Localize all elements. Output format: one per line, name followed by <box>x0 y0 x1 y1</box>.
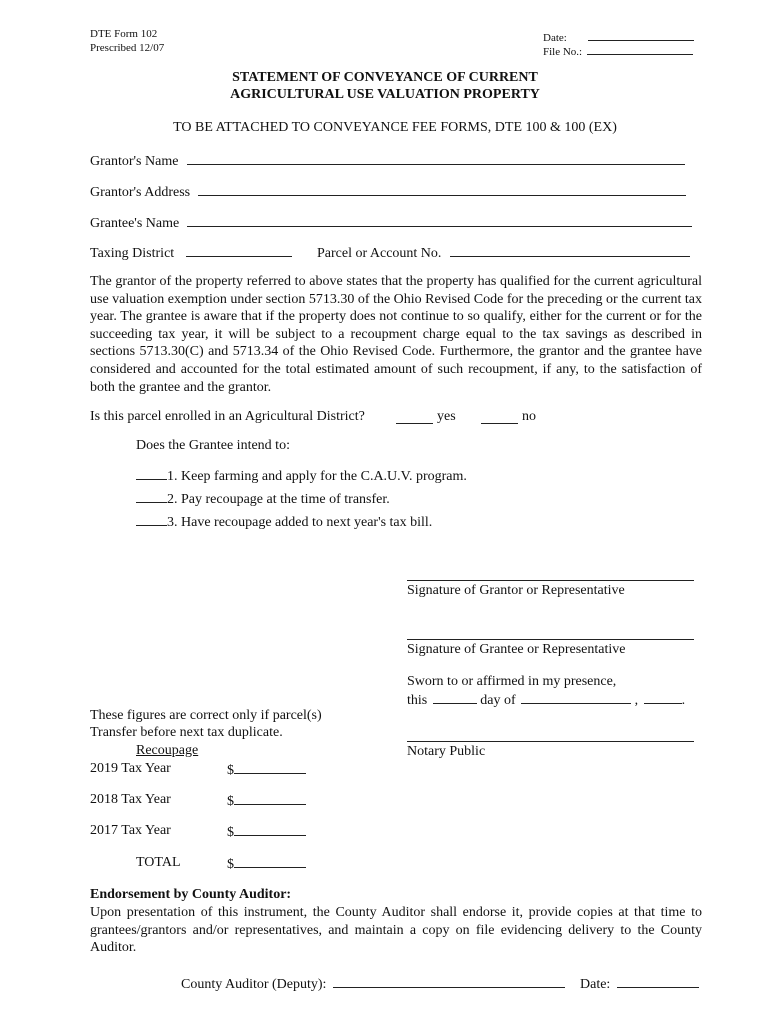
ag-district-question: Is this parcel enrolled in an Agricultural District? <box>90 409 365 424</box>
grantee-name-input[interactable] <box>187 213 692 227</box>
total-input[interactable] <box>234 854 306 868</box>
figures-note-line2: Transfer before next tax duplicate. <box>90 725 283 740</box>
tax-year-2017-amount <box>227 822 306 842</box>
total-label: TOTAL <box>136 855 181 870</box>
county-auditor-label: County Auditor (Deputy): <box>181 977 327 992</box>
comma-sep: , <box>634 693 639 708</box>
endorsement-date-input[interactable] <box>617 974 699 988</box>
endorsement-date-label: Date: <box>580 977 611 992</box>
figures-note-line1: These figures are correct only if parcel(s) <box>90 708 322 723</box>
form-title-line1: STATEMENT OF CONVEYANCE OF CURRENT <box>232 70 538 85</box>
tax-year-2018-amount <box>227 791 306 811</box>
file-no-label: File No.: <box>543 46 583 58</box>
intent-option-3-label: 3. Have recoupage added to next year's tax bill. <box>167 515 433 530</box>
tax-year-2018-label: 2018 Tax Year <box>90 792 171 807</box>
tax-year-2018-input[interactable] <box>234 791 306 805</box>
notary-signature-line[interactable] <box>407 741 694 742</box>
grantor-address-input[interactable] <box>198 182 686 196</box>
taxing-district-input[interactable] <box>186 243 292 257</box>
this-label: this <box>407 693 428 708</box>
parcel-field <box>317 243 690 263</box>
day-of-label: day of <box>480 693 516 708</box>
parcel-input[interactable] <box>450 243 690 257</box>
parcel-label: Parcel or Account No. <box>317 246 442 261</box>
ag-district-yes-label: yes <box>437 409 456 424</box>
tax-year-2019-label: 2019 Tax Year <box>90 761 171 776</box>
form-number: DTE Form 102 <box>90 28 158 40</box>
county-auditor-input[interactable] <box>333 974 565 988</box>
intent-option-2-blank[interactable] <box>136 489 167 503</box>
intent-option-1-blank[interactable] <box>136 466 167 480</box>
endorsement-date-field <box>580 974 699 994</box>
total-amount <box>227 854 306 874</box>
statement-paragraph: The grantor of the property referred to above states that the property has qualified for the current agricultural use valuation exemption under section 5713.30 of the Ohio Revised Code for the preceding or the current tax year. The grantee is aware that if the property does not continue to so qualify, either for the current or for the succeeding tax year, it will be subject to a recoupment charge equal to the tax savings as described in sections 5713.30(C) and 5713.34 of the Ohio Revised Code. Furthermore, the grantor and the grantee have considered and accounted for the total estimated amount of such recoupment, if any, to the satisfaction of both the grantee and the grantor. <box>90 274 702 395</box>
taxing-district-field <box>90 243 292 263</box>
recoupage-heading: Recoupage <box>136 743 199 758</box>
notary-label: Notary Public <box>407 744 486 759</box>
grantor-signature-line[interactable] <box>407 580 694 581</box>
sworn-date-line <box>407 690 685 710</box>
day-input[interactable] <box>433 690 477 704</box>
ag-district-no-blank[interactable] <box>481 410 518 424</box>
prescribed-date: Prescribed 12/07 <box>90 42 165 54</box>
file-no-input[interactable] <box>587 41 693 55</box>
tax-year-2019-amount <box>227 760 306 780</box>
date-label: Date: <box>543 32 567 44</box>
currency-symbol: $ <box>227 857 234 872</box>
file-no-field <box>543 41 693 59</box>
tax-year-2017-input[interactable] <box>234 822 306 836</box>
grantee-signature-line[interactable] <box>407 639 694 640</box>
currency-symbol: $ <box>227 763 234 778</box>
date-input[interactable] <box>588 27 694 41</box>
grantor-signature-label: Signature of Grantor or Representative <box>407 583 625 598</box>
year-input[interactable] <box>644 690 682 704</box>
endorsement-heading: Endorsement by County Auditor: <box>90 887 292 902</box>
month-input[interactable] <box>521 690 631 704</box>
ag-district-yes-blank[interactable] <box>396 410 433 424</box>
grantee-name-field <box>90 213 692 233</box>
ag-district-no-label: no <box>522 409 536 424</box>
endorsement-text: Upon presentation of this instrument, the County Auditor shall endorse it, provide copies at that time to grantees/grantors and/or representatives, and maintain a copy on file evidencing delivery to the County Auditor. <box>90 905 702 956</box>
intent-option-3-blank[interactable] <box>136 512 167 526</box>
currency-symbol: $ <box>227 825 234 840</box>
grantor-address-field <box>90 182 686 202</box>
grantor-name-field <box>90 151 685 171</box>
intent-option-1-label: 1. Keep farming and apply for the C.A.U.V. program. <box>167 469 467 484</box>
period-sep: . <box>681 693 686 708</box>
tax-year-2019-input[interactable] <box>234 760 306 774</box>
intent-option-1 <box>136 466 467 486</box>
county-auditor-field <box>181 974 565 994</box>
intent-option-2 <box>136 489 390 509</box>
taxing-district-label: Taxing District <box>90 246 175 261</box>
tax-year-2017-label: 2017 Tax Year <box>90 823 171 838</box>
grantor-name-label: Grantor's Name <box>90 154 179 169</box>
grantor-name-input[interactable] <box>187 151 685 165</box>
grantee-signature-label: Signature of Grantee or Representative <box>407 642 626 657</box>
form-title-line2: AGRICULTURAL USE VALUATION PROPERTY <box>230 87 540 102</box>
form-subtitle: TO BE ATTACHED TO CONVEYANCE FEE FORMS, DTE 100 & 100 (EX) <box>173 120 617 135</box>
grantee-name-label: Grantee's Name <box>90 216 180 231</box>
intent-question: Does the Grantee intend to: <box>136 438 290 453</box>
currency-symbol: $ <box>227 794 234 809</box>
intent-option-3 <box>136 512 432 532</box>
grantor-address-label: Grantor's Address <box>90 185 191 200</box>
intent-option-2-label: 2. Pay recoupage at the time of transfer. <box>167 492 390 507</box>
sworn-statement: Sworn to or affirmed in my presence, <box>407 674 617 689</box>
